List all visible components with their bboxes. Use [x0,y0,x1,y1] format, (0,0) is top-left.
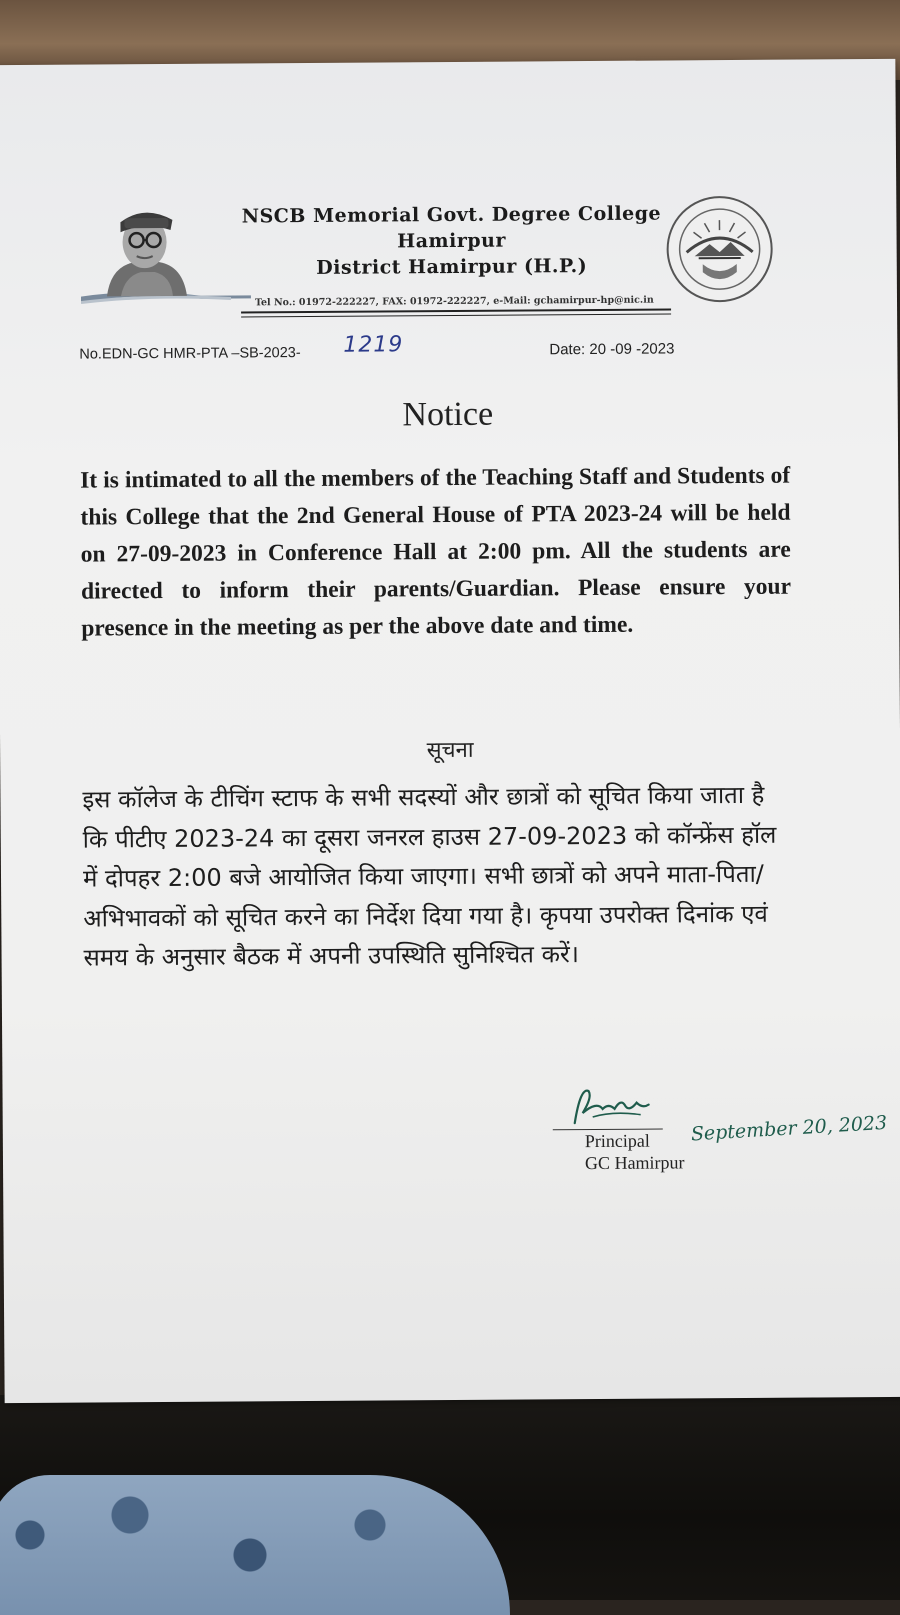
notice-title: Notice [0,393,898,437]
notice-body-hindi: इस कॉलेज के टीचिंग स्टाफ के सभी सदस्यों और छात्रों को सूचित किया जाता है कि पीटीए 2023-24 का दूसरा जनरल हाउस 27-09-2023 को कॉन्फ्रेंस हॉल में दोपहर 2:00 बजे आयोजित किया जाएगा। सभी छात्रों को अपने माता-पिता/अभिभावकों को सूचित करने का निर्देश दिया गया है। कृपया उपरोक्त दिनांक एवं समय के अनुसार बैठक में अपनी उपस्थिति सुनिश्चित करें। [82,776,783,978]
notice-title-hindi: सूचना [0,731,900,767]
header-divider-thin [241,313,671,317]
college-city: Hamirpur [196,226,706,256]
reference-number-handwritten: 1219 [343,332,403,357]
handwritten-date: September 20, 2023 [690,1112,887,1146]
fabric-corner [0,1475,510,1615]
college-district: District Hamirpur (H.P.) [197,252,707,282]
college-seal-icon [664,194,775,305]
notice-sheet [0,59,900,1403]
letterhead-title [196,200,707,282]
header-divider [241,308,671,313]
notice-body-english: It is intimated to all the members of the Teaching Staff and Students of this College that the 2nd General House of PTA 2023-24 will be held on 27-09-2023 in Conference Hall at 2:00 pm. All the students are directed to inform their parents/Guardian. Please ensure your presence in the meeting as per the above date and time. [80,458,791,648]
reference-number: No.EDN-GC HMR-PTA –SB-2023- [79,345,300,363]
signatory-office: GC Hamirpur [585,1152,685,1174]
contact-line: Tel No.: 01972-222227, FAX: 01972-222227, e-Mail: gchamirpur-hp@nic.in [255,294,675,308]
signatory-title: Principal [585,1129,650,1153]
college-name: NSCB Memorial Govt. Degree College [196,200,706,230]
signature-icon [562,1078,682,1127]
issue-date: Date: 20 -09 -2023 [549,340,674,358]
